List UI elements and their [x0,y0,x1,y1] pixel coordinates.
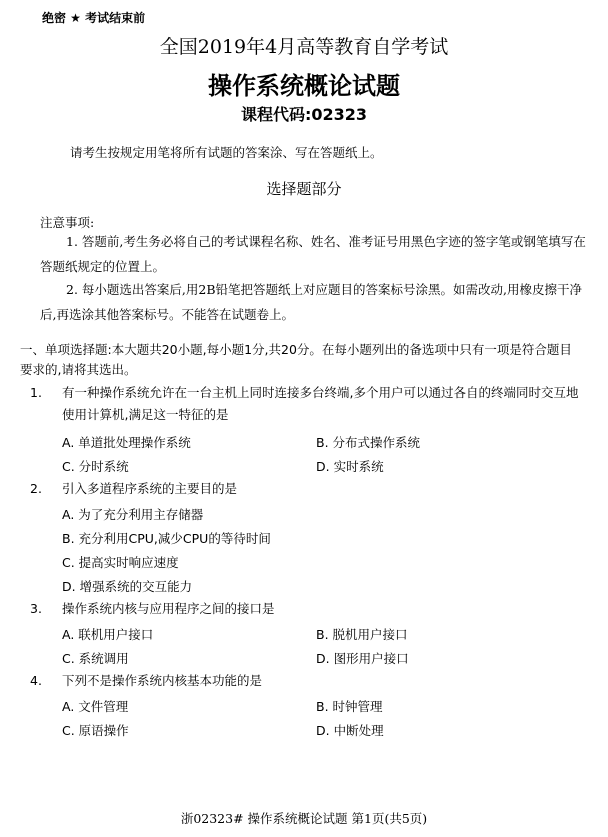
question-text: 操作系统内核与应用程序之间的接口是 [62,601,275,616]
option-d: D. 中断处理 [316,723,384,738]
page-footer: 浙02323# 操作系统概论试题 第1页(共5页) [180,811,428,826]
option-d: D. 实时系统 [316,459,384,474]
question-number: 1. [30,385,42,400]
section-title: 一、单项选择题:本大题共20小题,每小题1分,共20分。在每小题列出的备选项中只有一项是符合题目要求的,请将其选出。 [20,342,572,377]
exam-name: 全国2019年4月高等教育自学考试 [159,36,449,58]
option-d: D. 图形用户接口 [316,651,409,666]
option-b: B. 分布式操作系统 [316,435,421,450]
option-a: A. 文件管理 [62,699,129,714]
option-c: C. 分时系统 [62,459,129,474]
option-b: B. 时钟管理 [316,699,383,714]
note-item: 2. 每小题选出答案后,用2B铅笔把答题纸上对应题目的答案标号涂黑。如需改动,用橡皮擦干净后,再选涂其他答案标号。不能答在试题卷上。 [40,282,582,322]
note-item: 1. 答题前,考生务必将自己的考试课程名称、姓名、准考证号用黑色字迹的签字笔或钢笔填写在答题纸规定的位置上。 [40,234,586,274]
option-a: A. 为了充分利用主存储器 [62,507,204,522]
option-c: C. 提高实时响应速度 [62,555,179,570]
option-a: A. 单道批处理操作系统 [62,435,191,450]
confidential-label: 绝密 ★ 考试结束前 [42,11,146,25]
instruction: 请考生按规定用笔将所有试题的答案涂、写在答题纸上。 [70,145,383,160]
question-number: 4. [30,673,42,688]
course-code: 课程代码:02323 [240,105,368,124]
option-c: C. 系统调用 [62,651,129,666]
part-title: 选择题部分 [266,180,342,198]
question-text: 引入多道程序系统的主要目的是 [62,481,238,496]
option-a: A. 联机用户接口 [62,627,154,642]
option-b: B. 脱机用户接口 [316,627,408,642]
option-b: B. 充分利用CPU,减少CPU的等待时间 [62,531,271,546]
question-text: 有一种操作系统允许在一台主机上同时连接多台终端,多个用户可以通过各自的终端同时交互地使用计算机,满足这一特征的是 [62,385,579,422]
question-number: 3. [30,601,42,616]
question-text: 下列不是操作系统内核基本功能的是 [62,673,263,688]
question-number: 2. [30,481,42,496]
notes-title: 注意事项: [40,215,95,230]
option-d: D. 增强系统的交互能力 [62,579,193,594]
subject-title: 操作系统概论试题 [208,72,400,100]
option-c: C. 原语操作 [62,723,129,738]
